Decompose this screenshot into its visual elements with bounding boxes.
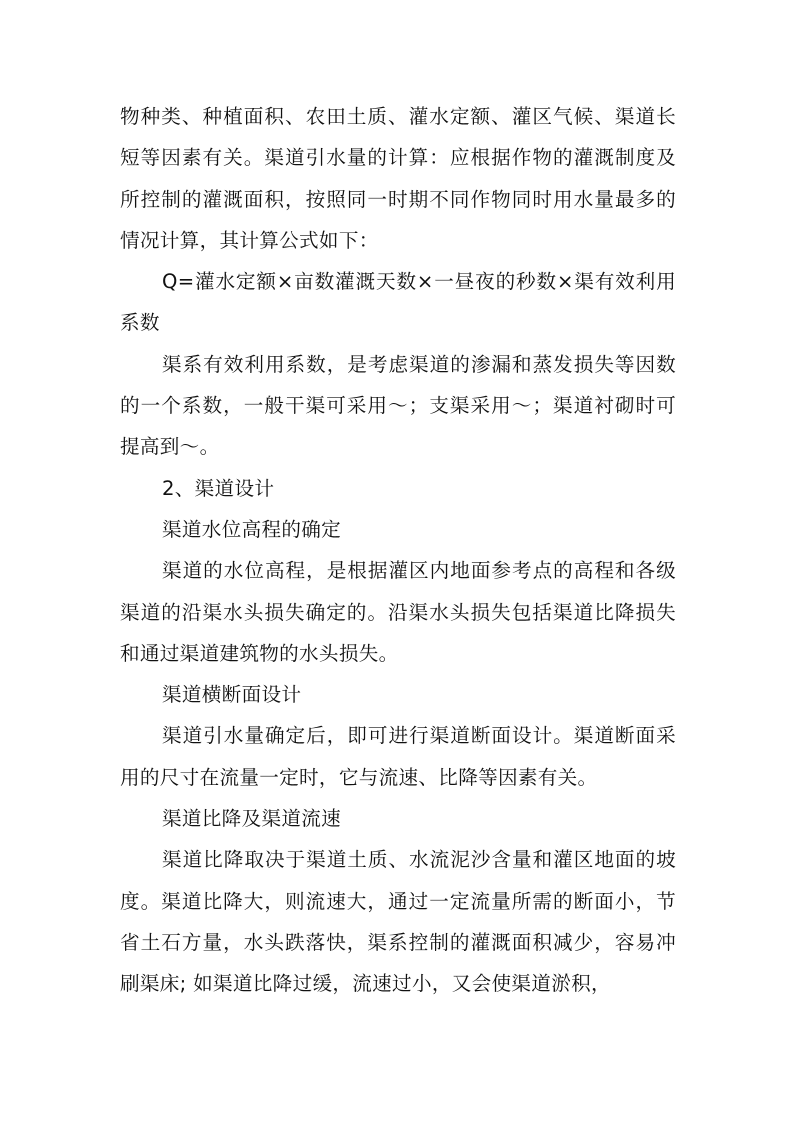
subheading-water-level: 渠道水位高程的确定 (162, 517, 342, 541)
paragraph-water-level: 渠道的水位高程，是根据灌区内地面参考点的高程和各级渠道的沿渠水头损失确定的。沿渠水头损失包括渠道比降损失和通过渠道建筑物的水头损失。 (120, 559, 676, 665)
paragraph-slope-velocity: 渠道比降取决于渠道土质、水流泥沙含量和灌区地面的坡度。渠道比降大，则流速大，通过一定流量所需的断面小，节省土石方量，水头跌落快，渠系控制的灌溉面积减少，容易冲刷渠床; 如渠道比降过缓，流速过小，又会使渠道淤积， (120, 848, 676, 996)
formula-paragraph: Q=灌水定额×亩数灌溉天数×一昼夜的秒数×渠有效利用系数 (120, 270, 676, 335)
section-heading-channel-design: 2、渠道设计 (162, 476, 275, 500)
document-body (120, 96, 676, 1005)
paragraph-coefficient: 渠系有效利用系数，是考虑渠道的渗漏和蒸发损失等因数的一个系数，一般干渠可采用～；支渠采用～；渠道衬砌时可提高到～。 (120, 352, 676, 459)
paragraph-continuation: 物种类、种植面积、农田土质、灌水定额、灌区气候、渠道长短等因素有关。渠道引水量的计算：应根据作物的灌溉制度及所控制的灌溉面积，按照同一时期不同作物同时用水量最多的情况计算，其计算公式如下： (120, 105, 676, 252)
subheading-slope-velocity: 渠道比降及渠道流速 (162, 807, 342, 831)
subheading-cross-section: 渠道横断面设计 (162, 683, 302, 707)
paragraph-cross-section: 渠道引水量确定后，即可进行渠道断面设计。渠道断面采用的尺寸在流量一定时，它与流速、比降等因素有关。 (120, 724, 676, 789)
